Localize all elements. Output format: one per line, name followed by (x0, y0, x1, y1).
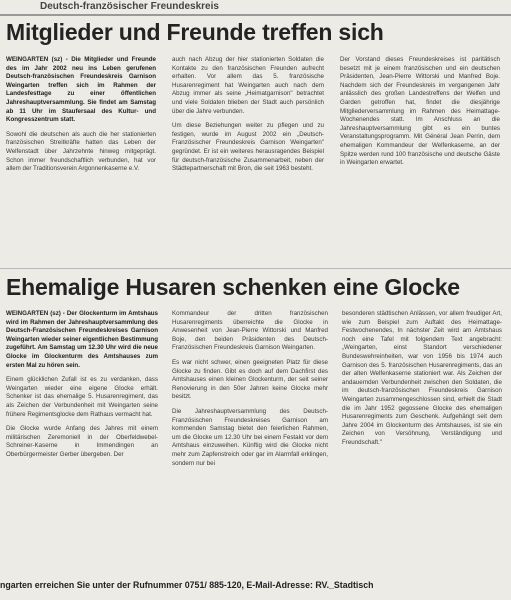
article1-headline: Mitglieder und Freunde treffen sich (6, 19, 384, 45)
article-divider (0, 268, 511, 269)
kicker-rule (0, 14, 511, 16)
article1-column-3 (340, 56, 500, 262)
article2-column-3 (342, 310, 502, 572)
article1-lead-text: Die Mitglieder und Freunde des im Jahr 2002 neu ins Leben gerufenen Deutsch-französischen Freundeskreis Garnison Weingarten treffen sich im Rahmen der Landesfesttage zu einer öffentlichen Jahreshauptversammlung. Sie findet am Samstag ab 11 Uhr im Staufersaal des Kultur- und Kongresszentrum statt. (6, 56, 156, 124)
article1-col1-body: Sowohl die deutschen als auch die her stationierten französischen Streitkräfte hatten das Leben der Welfenstadt über Jahrzehnte hinweg mitgeprägt. Schon immer freundschaftlich verbunden, hat vor allem der Traditionsverein Argonnenkaserne e.V. (6, 130, 156, 173)
article2-col2-para1: Kommandeur der dritten französischen Husarenregiments überreichte die Glocke in Anwesenheit von Jean-Pierre Wittorski und Manfred Boje, den beiden Präsidenten des Deutsch-Französischen Freundeskreis Garnison Weingarten. (172, 310, 328, 352)
article2-column-2 (172, 310, 328, 572)
contact-footer: ngarten erreichen Sie unter der Rufnummer 0751/ 885-120, E-Mail-Adresse: RV._Stadtisch (0, 580, 374, 590)
article1-lead (6, 56, 156, 125)
article1-col2-para1: auch nach Abzug der hier stationierten Soldaten die Kontakte zu den französischen Freunden aufrecht erhalten. Vor allem das 5. französische Husarenregiment hat Weingarten auch nach dem Abzug immer als seine „Heimatgarnison" betrachtet und viele Soldaten blieben der Stadt auch persönlich über die Jahre verbunden. (172, 56, 324, 115)
article2-col3-body: besonderen städtischen Anlässen, vor allem freudiger Art, wie zum Beispiel zum Auftakt des Heimattage-Festwochenendes, In nächster Zeit wird am Amtshaus noch eine Tafel mit folgendem Text angebracht: „Weingarten, einst Standort verschiedener Bundeswehreinheiten, war von 1956 bis 1974 auch Garnison des 5. französischen Husarenregiments, das an der alten Welfenkaserne stationiert war. Als Zeichen der andauernden Verbundenheit zwischen den Soldaten, die im deutsch-französischen Freundeskreis Garnison Weingarten zusammengeschlossen sind, erhielt die Stadt die im Jahr 1952 gegossene Glocke des ehemaligen Husarenregiments zum Geschenk. Aufgehängt seit dem Jahre 2004 im Glockenturm des Amtshauses, ist sie ein Zeichen von Versöhnung, Verständigung und Freundschaft." (342, 310, 502, 446)
article2-dateline: WEINGARTEN (sz) - (6, 310, 65, 317)
section-kicker: Deutsch-französischer Freundeskreis (40, 1, 219, 12)
article1-col2-para2: Um diese Beziehungen weiter zu pflegen und zu festigen, wurde im August 2002 ein „Deutsch-Französischer Freundeskreis Garnison Weingarten" gegründet. Er ist ein weiteres herausragendes Beispiel für deutsch-französische Zusammenarbeit, neben der Städtepartnerschaft mit Bron, die seit 1963 besteht. (172, 122, 324, 173)
article1-column-1 (6, 56, 156, 262)
article2-column-1 (6, 310, 158, 572)
article1-dateline: WEINGARTEN (sz) - (6, 56, 68, 63)
article2-col1-para1: Einem glücklichen Zufall ist es zu verdanken, dass Weingarten wieder eine eigene Glocke erhält. Schenker ist das ehemalige 5. Husarenregiment, das als Zeichen der Verbundenheit mit Weingarten seine frühere Regimentsglocke dem Rathaus vermacht hat. (6, 376, 158, 418)
article2-col2-para2: Es war nicht schwer, einen geeigneten Platz für diese Glocke zu finden. Gibt es doch auf dem Dachfirst des Amtshauses einen kleinen Glockenturm, der seit seiner Renovierung in den 50er Jahren keine Glocke mehr besitzt. (172, 358, 328, 401)
article2-lead-text: Der Glockenturm im Amtshaus wird im Rahmen der Jahreshauptversammlung des Deutsch-Französischen Freundeskreises Garnison Weingarten wieder seiner eigentlichen Bestimmung zugeführt. Am Samstag um 12.30 Uhr wird die neue Glocke im Glockenturm des Amtshauses zum ersten Mal zu hören sein. (6, 310, 158, 369)
article2-headline: Ehemalige Husaren schenken eine Glocke (6, 274, 460, 300)
article2-col2-para3: Die Jahreshauptversammlung des Deutsch-Französischen Freundeskreises Garnison am kommenden Samstag bietet den feierlichen Rahmen, um die Glocke um 12.30 Uhr bei einem Festakt vor dem Amtshaus einzuweihen. Künftig wird die Glocke nicht mehr zum Zapfenstreich oder gar im Alarmfall erklingen, sondern nur bei (172, 407, 328, 467)
article2-lead (6, 310, 158, 370)
article2-col1-para2: Die Glocke wurde Anfang des Jahres mit einem militärischen Zeremoniell in der Oberfeldwebel-Schreiner-Kaserne in Immendingen an Oberbürgermeister Gerber übergeben. Der (6, 425, 158, 458)
article1-column-2 (172, 56, 324, 262)
article1-col3-body: Der Vorstand dieses Freundeskreises ist paritätisch besetzt mit je einem französischen und ein deutschen Präsidenten, Jean-Pierre Wittorski und Manfred Boje. Nachdem sich der Freundeskreis im vergangenen Jahr anlässlich des großen Landestreffens der Welfen und Garden getroffen hat, findet die diesjährige Mitgliederversammlung im Rahmen des Heimattage-Wochenendes statt. Im Anschluss an die Jahreshauptversammlung gibt es ein buntes Veranstaltungsprogramm. Mit Général Jean Perrin, dem ehemaligen Kommandeur der Welfenkaserne, an der Spitze werden rund 100 französische und deutsche Gäste in Weingarten erwartet. (340, 56, 500, 167)
